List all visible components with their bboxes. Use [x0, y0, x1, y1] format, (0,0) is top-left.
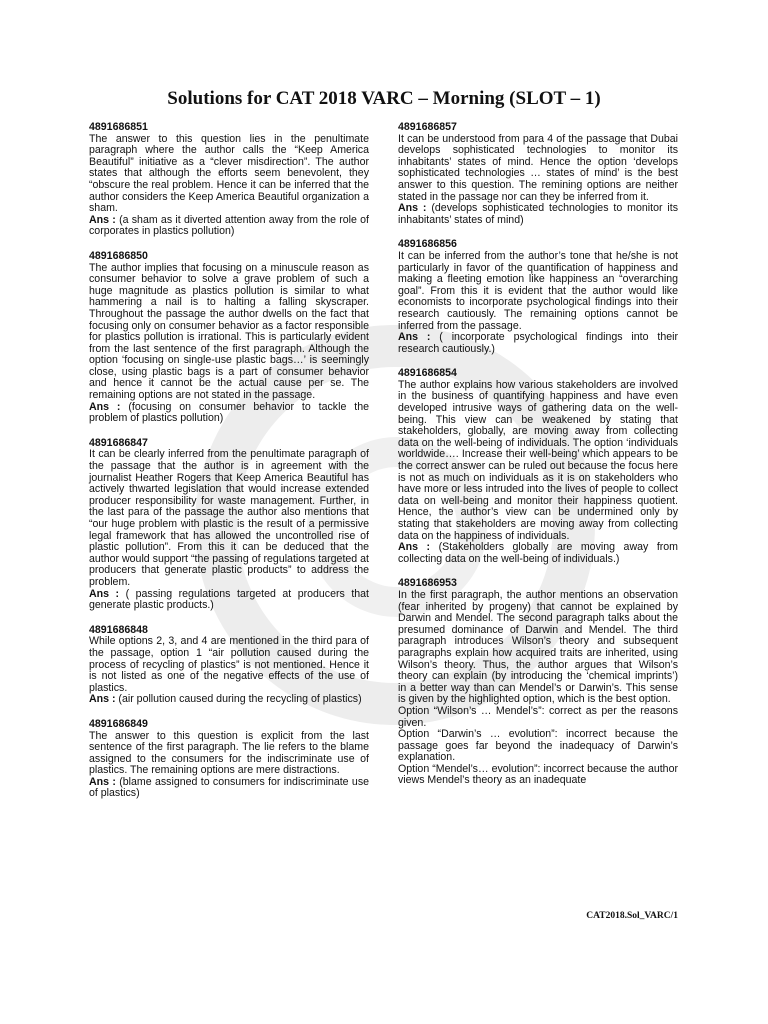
answer-label: Ans :: [398, 541, 431, 554]
option-note: Option “Mendel’s… evolution”: incorrect because the author views Mendel’s theory as an inadequate: [398, 762, 678, 787]
solution-text: It can be inferred from the author’s tone that he/she is not particularly in favor of the quantification of happiness and making a fleeting emotion like happiness an “overarching goal”. From this it is evident that the author would like economists to incorporate psychological findings into their research cautiously. The remaining options cannot be inferred from the passage.: [398, 249, 678, 332]
answer-line: [89, 402, 369, 425]
answer-line: [398, 332, 678, 355]
answer-text: (a sham as it diverted attention away from the role of corporates in plastics pollution): [89, 213, 369, 238]
question-id: 4891686856: [398, 238, 457, 251]
solution-text: The answer to this question is explicit from the last sentence of the first paragraph. The lie refers to the blame assigned to the consumers for the indiscriminate use of plastics. The remaining options are mere distractions.: [89, 729, 369, 777]
solution-block: [89, 122, 369, 238]
option-note: Option “Wilson’s … Mendel’s”: correct as per the reasons given.: [398, 704, 678, 729]
answer-line: [89, 215, 369, 238]
solution-block: [398, 239, 678, 355]
question-id: 4891686850: [89, 249, 148, 262]
answer-line: [398, 203, 678, 226]
solution-text: The author explains how various stakeholders are involved in the business of quantifying happiness and have even developed intrusive ways of gathering data on the well-being. This view can be weakened by stating that stakeholders, globally, are moving away from collecting data on the well-being of individuals. The option ‘individuals worldwide…. Increase their well-being’ which appears to be the correct answer can be ruled out because the focus here is not as much on individuals as it is on stakeholders who have more or less intruded into the lives of people to collect data on well-being and monitor their happiness quotient. Hence, the author’s view can be undermined only by stating that stakeholders are moving away from collecting data on the happiness of individuals.: [398, 378, 678, 542]
solution-block: [398, 122, 678, 226]
page-title: Solutions for CAT 2018 VARC – Morning (SLOT – 1): [167, 88, 601, 109]
solution-text: The author implies that focusing on a minuscule reason as consumer behavior to solve a grave problem of such a huge magnitude as plastics pollution is similar to what hammering a nail is to halting a falling skyscraper. Throughout the passage the author dwells on the fact that focusing only on consumer behavior as a factor responsible for plastics pollution is irrational. This is particularly evident from the last sentence of the first paragraph. Although the option ‘focusing on single-use plastic bags…’ is seemingly close, using plastic bags is a part of consumer behavior and hence it cannot be the actual cause per se. The remaining options are not stated in the passage.: [89, 261, 369, 402]
solution-text: In the first paragraph, the author mentions an observation (fear inherited by progeny) that cannot be explained by Darwin and Mendel. The second paragraph talks about the presumed dominance of Darwin and Mendel. The third paragraph introduces Wilson’s theory and subsequent paragraphs explain how acquired traits are inherited, using Wilson’s theory. Thus, the author argues that Wilson’s theory can explain (by introducing the ‘chemical imprints’) in a better way than can Mendel’s or Darwin’s. This sense is given by the highlighted option, which is the best option.: [398, 588, 678, 706]
right-column: [398, 122, 678, 800]
question-id: 4891686953: [398, 577, 457, 590]
answer-label: Ans :: [398, 331, 431, 344]
answer-text: (focusing on consumer behavior to tackle the problem of plastics pollution): [89, 400, 369, 425]
answer-text: (develops sophisticated technologies to monitor its inhabitants’ states of mind): [398, 202, 679, 226]
answer-label: Ans :: [89, 775, 116, 788]
option-note: Option “Darwin’s … evolution”: incorrect because the passage goes far beyond the inadequacy of Darwin’s explanation.: [398, 728, 678, 764]
question-id: 4891686847: [89, 436, 148, 449]
answer-text: (blame assigned to consumers for indiscriminate use of plastics): [89, 775, 370, 800]
answer-label: Ans :: [398, 202, 427, 215]
solution-text: While options 2, 3, and 4 are mentioned in the third para of the passage, option 1 “air pollution caused during the process of recycling of plastics” is not mentioned. Hence it is not listed as one of the negative effects of the use of plastics.: [89, 635, 369, 694]
page-footer-code: CAT2018.Sol_VARC/1: [586, 911, 678, 921]
left-column: [89, 122, 369, 813]
answer-line: [398, 542, 678, 565]
question-id: 4891686848: [89, 623, 148, 636]
solution-text: It can be clearly inferred from the penultimate paragraph of the passage that the author is in agreement with the journalist Heather Rogers that Keep America Beautiful has actively thwarted legislation that would increase extended producer responsibility for waste management. Further, in the last para of the passage the author also mentions that “our huge problem with plastic is the result of a permissive legal framework that has allowed the uncontrolled rise of plastic pollution”. From this it can be deduced that the author would support “the passing of regulations targeted at producers that generate plastic products” to address the problem.: [89, 448, 369, 588]
answer-line: [89, 777, 369, 800]
question-id: 4891686854: [398, 367, 457, 380]
answer-label: Ans :: [89, 587, 120, 600]
solution-block: [89, 625, 369, 706]
solution-block: [89, 251, 369, 425]
solution-text: It can be understood from para 4 of the passage that Dubai develops sophisticated technologies to monitor its inhabitants’ states of mind. Hence the option ‘develops sophisticated technologies … states of mind’ is the best answer to this question. The remining options are neither stated in the passage nor can they be inferred from it.: [398, 132, 678, 203]
solution-block: [398, 368, 678, 565]
answer-line: [89, 589, 369, 612]
question-id: 4891686857: [398, 121, 457, 133]
solution-block: [89, 719, 369, 800]
solution-block: [398, 578, 678, 787]
question-id: 4891686849: [89, 717, 148, 730]
answer-text: (air pollution caused during the recycling of plastics): [115, 693, 362, 706]
answer-line: [89, 694, 369, 706]
solution-text: The answer to this question lies in the penultimate paragraph where the author calls the “Keep America Beautiful” initiative as a “clever misdirection”. The author states that although the efforts seem benevolent, they “obscure the real problem. Hence it can be inferred that the author considers the Keep America Beautiful organization a sham.: [89, 132, 369, 215]
answer-label: Ans :: [89, 213, 116, 226]
answer-label: Ans :: [89, 400, 121, 413]
question-id: 4891686851: [89, 121, 148, 133]
answer-text: ( incorporate psychological findings into their research cautiously.): [398, 331, 678, 355]
answer-label: Ans :: [89, 693, 116, 706]
solution-block: [89, 438, 369, 612]
answer-text: ( passing regulations targeted at producers that generate plastic products.): [89, 587, 369, 612]
answer-text: (Stakeholders globally are moving away from collecting data on the well-being of individuals.): [398, 541, 679, 565]
